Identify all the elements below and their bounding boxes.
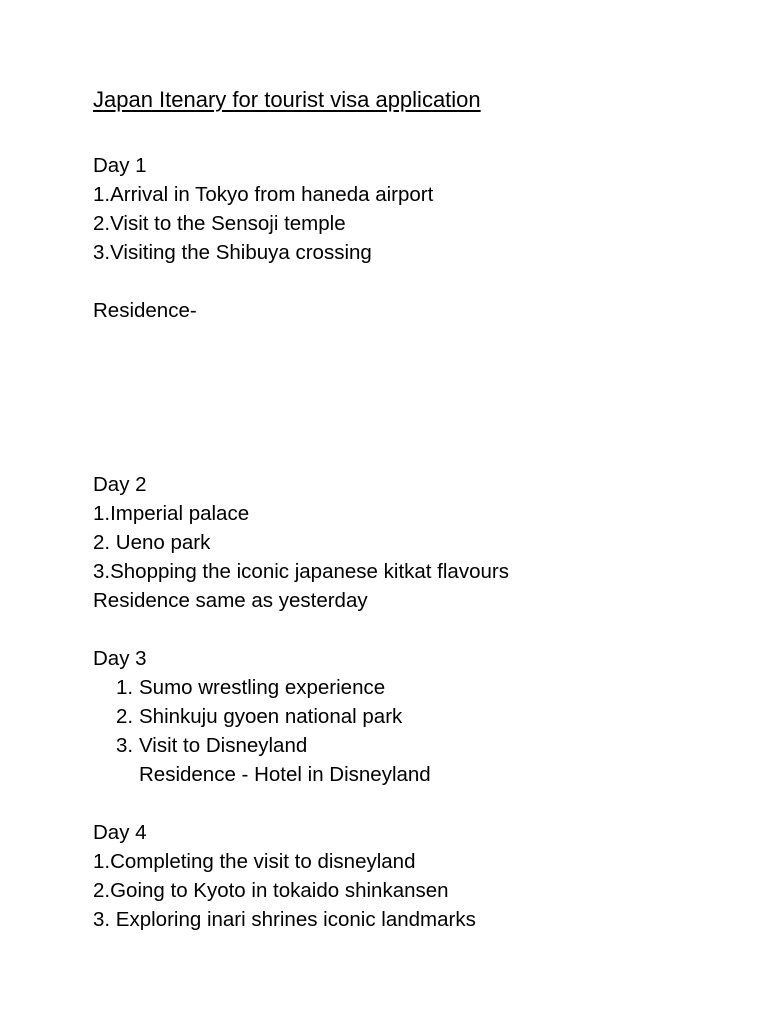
day2-item-2: 2. Ueno park (93, 531, 211, 554)
day4-item-1: 1.Completing the visit to disneyland (93, 850, 416, 873)
day1-item-3: 3.Visiting the Shibuya crossing (93, 241, 372, 264)
day2-item-3: 3.Shopping the iconic japanese kitkat flavours (93, 560, 509, 583)
day4-item-2: 2.Going to Kyoto in tokaido shinkansen (93, 879, 449, 902)
day3-item-2: Shinkuju gyoen national park (139, 705, 403, 728)
day2-heading: Day 2 (93, 473, 147, 496)
day1-item-1: 1.Arrival in Tokyo from haneda airport (93, 183, 434, 206)
day4-item-3: 3. Exploring inari shrines iconic landmarks (93, 908, 476, 931)
day1-heading: Day 1 (93, 154, 147, 177)
day3-item-1-number: 1. (116, 676, 134, 699)
day3-item-3-number: 3. (116, 734, 134, 757)
document-title: Japan Itenary for tourist visa application (93, 87, 481, 112)
day3-residence: Residence - Hotel in Disneyland (139, 763, 431, 786)
day3-item-2-number: 2. (116, 705, 134, 728)
day1-item-2: 2.Visit to the Sensoji temple (93, 212, 346, 235)
day2-residence: Residence same as yesterday (93, 589, 368, 612)
day4-heading: Day 4 (93, 821, 147, 844)
day1-residence: Residence- (93, 299, 197, 322)
day3-heading: Day 3 (93, 647, 147, 670)
day3-item-3: Visit to Disneyland (139, 734, 308, 757)
day2-item-1: 1.Imperial palace (93, 502, 250, 525)
day3-item-1: Sumo wrestling experience (139, 676, 386, 699)
